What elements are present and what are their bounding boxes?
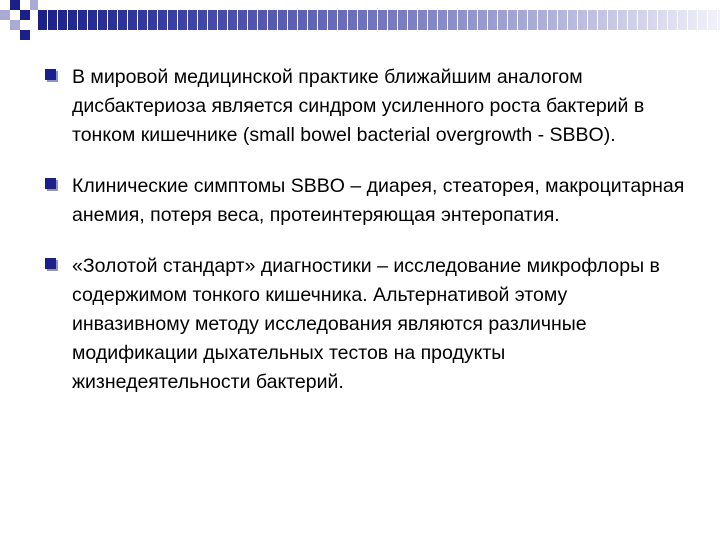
decor-square bbox=[10, 0, 20, 10]
bullet-item bbox=[45, 172, 685, 230]
bullet-text: В мировой медицинской практике ближайшим аналогом дисбактериоза является синдром усиленного роста бактерий в тонком кишечнике (small bowel bacterial overgrowth - SBBO). bbox=[72, 66, 645, 146]
decor-square bbox=[30, 0, 38, 10]
decor-square bbox=[0, 10, 10, 20]
bullet-text: «Золотой стандарт» диагностики – исследование микрофлоры в содержимом тонкого кишечника. Альтернативой этому инвазивному методу исследования являются различные модификации дыхательных тестов на продукты жизнедеятельности бактерий. bbox=[72, 255, 660, 393]
header-decoration bbox=[0, 0, 720, 50]
decor-square bbox=[20, 30, 30, 40]
square-bullet-icon bbox=[45, 178, 56, 189]
square-bullet-icon bbox=[45, 69, 56, 80]
bullet-item bbox=[45, 63, 685, 150]
square-bullet-icon bbox=[45, 258, 56, 269]
slide-content bbox=[45, 63, 685, 419]
decor-square bbox=[10, 20, 20, 30]
bullet-text: Клинические симптомы SBBO – диарея, стеаторея, макроцитарная анемия, потеря веса, протеинтеряющая энтеропатия. bbox=[72, 175, 685, 226]
grid-overlay bbox=[38, 10, 720, 30]
bullet-item bbox=[45, 252, 685, 397]
decor-square bbox=[20, 10, 30, 20]
